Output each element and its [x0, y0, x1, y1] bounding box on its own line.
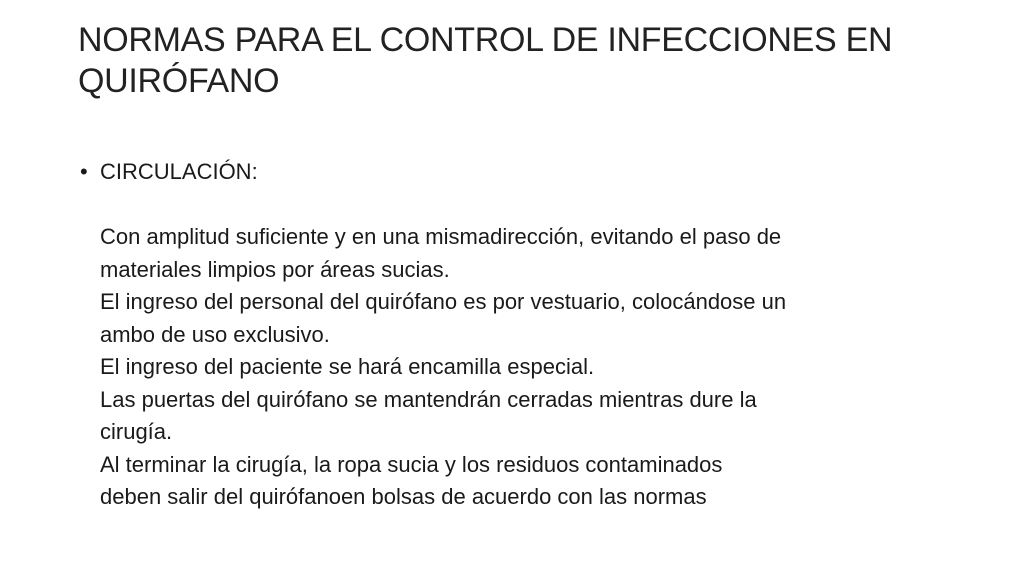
- body-line: deben salir del quirófanoen bolsas de acuerdo con las normas: [100, 484, 707, 509]
- slide-title: [78, 20, 958, 102]
- title-line: NORMAS PARA EL CONTROL DE INFECCIONES EN: [78, 21, 893, 59]
- body-line: Al terminar la cirugía, la ropa sucia y los residuos contaminados: [100, 451, 723, 477]
- bullet-heading: CIRCULACIÓN:: [100, 159, 258, 184]
- body-line: Las puertas del quirófano se mantendrán cerradas mientras dure la: [100, 386, 757, 412]
- body-line: materiales limpios por áreas sucias.: [100, 256, 450, 282]
- body-line: Con amplitud suficiente y en una mismadirección, evitando el paso de: [100, 224, 782, 249]
- body-line: El ingreso del personal del quirófano es por vestuario, colocándose un: [100, 289, 787, 314]
- slide-content: [78, 156, 958, 514]
- bullet-icon: •: [80, 159, 88, 184]
- body-line: ambo de uso exclusivo.: [100, 321, 330, 347]
- body-line: El ingreso del paciente se hará encamilla especial.: [100, 354, 595, 379]
- paragraph-spacer: [100, 189, 958, 222]
- title-line: QUIRÓFANO: [78, 62, 280, 100]
- bullet-body: [100, 221, 958, 514]
- body-line: cirugía.: [100, 419, 173, 444]
- bullet-item: [78, 156, 958, 514]
